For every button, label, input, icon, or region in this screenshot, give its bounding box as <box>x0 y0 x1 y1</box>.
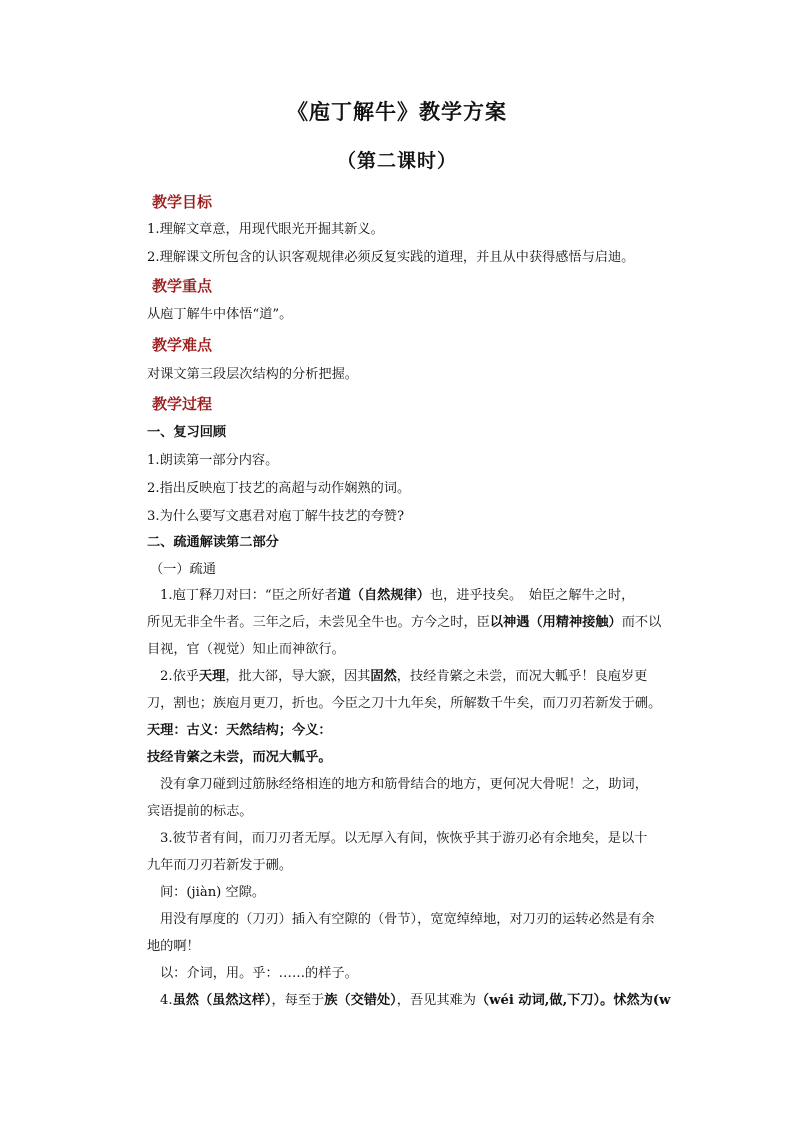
paragraph-3-line: 3.彼节者有间，而刀刃者无厚。以无厚入有间，恢恢乎其于游刃必有余地矣，是以十 <box>160 831 648 846</box>
explanation-line: 地的啊！ <box>147 939 200 954</box>
paragraph-1-line: 目视，官（视觉）知止而神欲行。 <box>147 642 345 657</box>
difficulty-text: 对课文第三段层次结构的分析把握。 <box>147 367 358 382</box>
section-heading-difficulty: 教学难点 <box>152 336 213 354</box>
goal-item: 2.理解课文所包含的认识客观规律必须反复实践的道理，并且从中获得感悟与启迪。 <box>147 250 635 265</box>
section-heading-key-point: 教学重点 <box>152 277 213 295</box>
note-jijing: 技经肯綮之未尝，而况大軱乎。 <box>147 750 332 765</box>
bold-span: 以神遇（用精神接触） <box>489 615 622 630</box>
text-span: 所见无非全牛者。三年之后，未尝见全牛也。方今之时，臣 <box>147 615 490 630</box>
text-span: 4. <box>160 993 173 1008</box>
explanation-line: 宾语提前的标志。 <box>147 804 253 819</box>
review-item: 1.朗读第一部分内容。 <box>147 453 279 468</box>
paragraph-1-line <box>147 614 661 632</box>
text-span: ，吾见其难为 <box>396 993 476 1008</box>
note-tianli: 天理：古义：天然结构；今义： <box>147 723 332 738</box>
text-span: ，批大郤，导大窾，因其 <box>225 669 371 684</box>
part2-subheading: （一）疏通 <box>150 562 216 577</box>
bold-span: 族（交错处） <box>324 993 397 1008</box>
text-span: 而不以 <box>621 615 662 630</box>
text-span: 也，进乎技矣。 始臣之解牛之时， <box>429 588 635 603</box>
bold-span: 虽然（虽然这样） <box>172 993 272 1008</box>
paragraph-1-line <box>160 587 634 605</box>
paragraph-2-line: 刀，割也；族庖月更刀，折也。今臣之刀十九年矣，所解数千牛矣，而刀刃若新发于硎。 <box>147 696 662 711</box>
bold-span: 道（自然规律） <box>337 588 430 603</box>
paragraph-2-line <box>160 668 647 686</box>
text-span: 1.庖丁释刀对曰：“臣之所好者 <box>160 588 338 603</box>
key-point-text: 从庖丁解牛中体悟“道”。 <box>147 307 293 322</box>
bold-span: 天理 <box>198 669 226 684</box>
goal-item: 1.理解文章意，用现代眼光开掘其新义。 <box>147 222 384 237</box>
note-yi: 以：介词，用。乎：……的样子。 <box>160 966 358 981</box>
bold-span: 固然 <box>370 669 397 684</box>
text-span: ，每至于 <box>271 993 325 1008</box>
text-span: 2.依乎 <box>160 669 199 684</box>
note-jian: 间：(jiàn) 空隙。 <box>160 885 266 900</box>
section-heading-goals: 教学目标 <box>152 193 213 211</box>
part2-heading: 二、疏通解读第二部分 <box>147 535 279 550</box>
bold-span: （wéi 动词,做,下刀） <box>475 993 601 1008</box>
review-heading: 一、复习回顾 <box>147 425 227 440</box>
text-span: ，技经肯綮之未尝，而况大軱乎！良庖岁更 <box>396 669 648 684</box>
section-heading-process: 教学过程 <box>152 395 213 413</box>
paragraph-3-line: 九年而刀刃若新发于硎。 <box>147 858 293 873</box>
paragraph-4-line <box>160 992 671 1010</box>
explanation-line: 没有拿刀碰到过筋脉经络相连的地方和筋骨结合的地方，更何况大骨呢！之，助词， <box>160 777 648 792</box>
explanation-line: 用没有厚度的（刀刃）插入有空隙的（骨节），宽宽绰绰地，对刀刃的运转必然是有余 <box>160 912 655 927</box>
review-item: 2.指出反映庖丁技艺的高超与动作娴熟的词。 <box>147 481 411 496</box>
bold-span: 。怵然为(w <box>600 993 671 1008</box>
page-title: 《庖丁解牛》教学方案 <box>287 99 507 124</box>
review-item: 3.为什么要写文惠君对庖丁解牛技艺的夸赞? <box>147 509 405 524</box>
page-subtitle: （第二课时） <box>336 150 457 172</box>
